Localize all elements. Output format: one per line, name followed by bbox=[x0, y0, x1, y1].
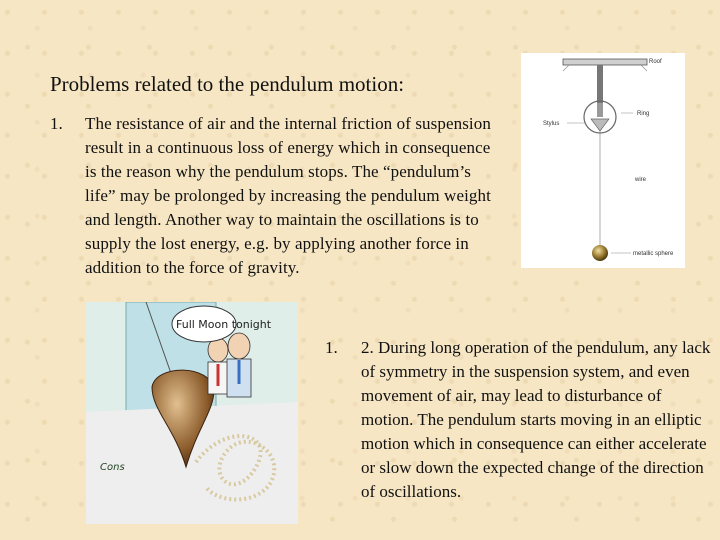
roof-label: Roof bbox=[649, 59, 662, 65]
character-left bbox=[208, 338, 228, 394]
sphere-label: metallic sphere bbox=[633, 251, 674, 257]
list-number-1: 1. bbox=[50, 114, 63, 133]
roof-bar bbox=[563, 59, 647, 65]
list-item-text-2: 2. During long operation of the pendulum, any lack of symmetry in the suspension system, and even movement of air, may lead to disturbance of motion. The pendulum starts moving in an elliptic motion which in consequence can either accelerate or slow down the expected change of the direction of oscillations. bbox=[361, 338, 711, 501]
slide-title: Problems related to the pendulum motion: bbox=[50, 72, 405, 96]
metallic-sphere bbox=[592, 245, 608, 261]
wire-label: wire bbox=[635, 177, 647, 183]
artist-signature: Cons bbox=[100, 462, 125, 473]
list-number-2: 1. bbox=[325, 338, 338, 357]
character-right bbox=[227, 333, 251, 397]
speech-bubble-text: Full Moon tonight bbox=[176, 318, 272, 331]
suspension-rod bbox=[597, 65, 603, 105]
cartoon-illustration bbox=[86, 302, 298, 524]
list-item-text-1: The resistance of air and the internal friction of suspension result in a continuous loss of energy which in consequence is the reason why the pendulum stops. The “pendulum’s life” may be prolonged by increasing the pendulum weight and length. Another way to maintain the oscillations is to supply the lost energy, e.g. by applying another force in addition to the force of gravity. bbox=[85, 114, 491, 277]
stylus bbox=[591, 119, 609, 131]
ring-label: Ring bbox=[637, 111, 650, 117]
pendulum-diagram bbox=[521, 53, 685, 268]
stylus-label: Stylus bbox=[543, 121, 560, 127]
